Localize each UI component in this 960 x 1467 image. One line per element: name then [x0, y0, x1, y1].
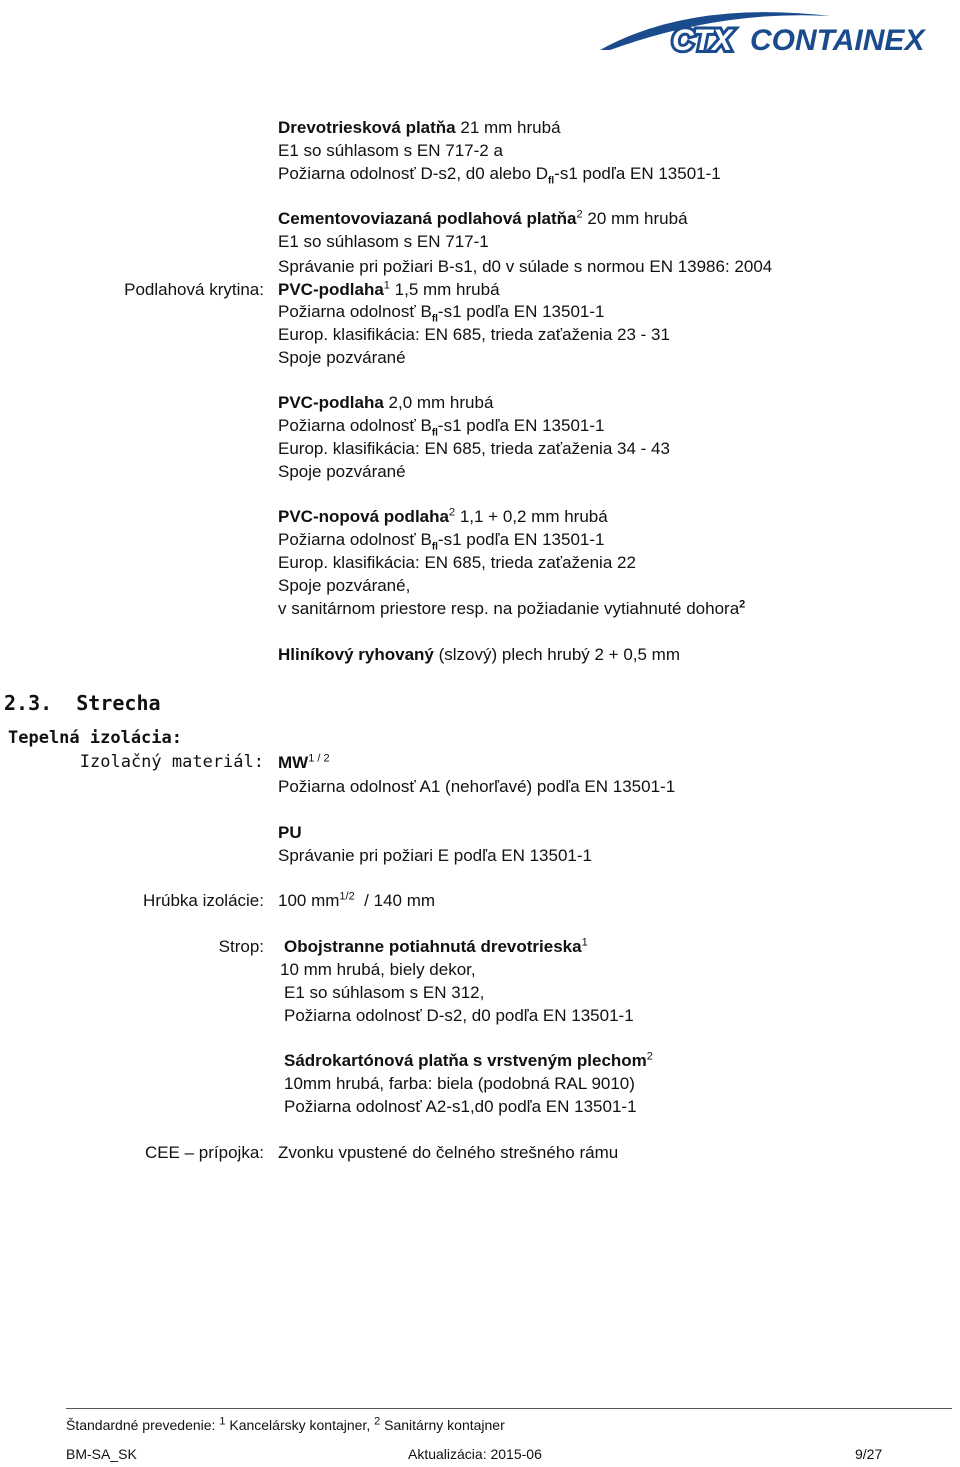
floor-pvc20-title: PVC-podlaha 2,0 mm hrubá [278, 393, 494, 412]
cee-label: CEE – prípojka: [144, 1143, 264, 1162]
ceiling-plasterboard-line3: Požiarna odolnosť A2-s1,d0 podľa EN 13501-1 [284, 1097, 637, 1116]
floor-nop-line4: Spoje pozvárané, [278, 576, 411, 595]
footer-doc-id: BM-SA_SK [66, 1446, 137, 1462]
section-heading: 2.3. Strecha [4, 691, 161, 715]
floor-pvc15-line2: Požiarna odolnosť $B_{fl}-s1$ podľa EN 13501-1 [278, 302, 605, 325]
insulation-mw-title: $MW^{1 / 2}$ [278, 752, 330, 772]
floor-nop-line2: Požiarna odolnosť $B_{fl}-s1$ podľa EN 13501-1 [278, 530, 605, 553]
ceiling-chipboard-title: Obojstranne potiahnutá drevotrieska$^1$ [284, 936, 588, 956]
ceiling-chipboard-line3: E1 so súhlasom s EN 312, [284, 983, 485, 1002]
insulation-thickness-value: 100 $mm^{1/2} / 140$ mm [278, 890, 436, 910]
floor-pvc20-line4: Spoje pozvárané [278, 462, 406, 481]
floor-nop-line5: v sanitárnom priestore resp. na požiadanie vytiahnuté dohora$^2$ [278, 598, 746, 618]
insulation-pu-line2: Správanie pri požiari E podľa EN 13501-1 [278, 846, 592, 865]
floor-pvc15-line4: Spoje pozvárané [278, 348, 406, 367]
logo-containex-text: CONTAINEX [750, 24, 925, 57]
containex-logo [570, 10, 942, 62]
ceiling-label: Strop: [218, 937, 264, 956]
insulation-heading: Tepelná izolácia: [8, 728, 182, 748]
insulation-pu-title: PU [278, 823, 302, 842]
floor-cement-line3: Správanie pri požiari B-s1, d0 v súlade s normou EN 13986: 2004 [278, 257, 773, 276]
logo-ctx-text: CTX [672, 24, 732, 57]
floor-nop-line3: Europ. klasifikácia: EN 685, trieda zaťaženia 22 [278, 553, 636, 572]
floor-chipboard-title: Drevotriesková platňa 21 mm hrubá [278, 118, 561, 137]
floor-cement-title: Cementovoviazaná podlahová platňa$^2$ 20 mm hrubá [278, 208, 688, 228]
floor-chipboard-line3: Požiarna odolnosť D-s2, d0 alebo $D_{fl}-s1$ podľa EN 13501-1 [278, 164, 721, 187]
floor-cement-line2: E1 so súhlasom s EN 717-1 [278, 232, 489, 251]
floor-label: Podlahová krytina: [124, 280, 264, 299]
insulation-mw-line2: Požiarna odolnosť A1 (nehorľavé) podľa EN 13501-1 [278, 777, 676, 796]
floor-pvc15-title: PVC-podlaha$^1$ 1,5 mm hrubá [278, 279, 500, 299]
floor-chipboard-line2: E1 so súhlasom s EN 717-2 a [278, 141, 503, 160]
floor-pvc20-line2: Požiarna odolnosť $B_{fl}-s1$ podľa EN 13501-1 [278, 416, 605, 439]
ceiling-chipboard-line2: 10 mm hrubá, biely dekor, [280, 960, 476, 979]
ceiling-plasterboard-line2: 10mm hrubá, farba: biela (podobná RAL 9010) [284, 1074, 635, 1093]
footer-standard-note: Štandardné prevedenie: $^1$ Kancelársky kontajner, $^2$ Sanitárny kontajner [66, 1415, 505, 1433]
insulation-material-label: Izolačný materiál: [79, 752, 264, 772]
footer-page-number: 9/27 [855, 1446, 883, 1462]
floor-aluminium-title: Hliníkový ryhovaný (slzový) plech hrubý 2 + 0,5 mm [278, 645, 681, 664]
insulation-thickness-label: Hrúbka izolácie: [143, 891, 264, 910]
floor-nop-title: PVC-nopová podlaha$^2$ 1,1 + 0,2 mm hrubá [278, 506, 608, 526]
floor-pvc20-line3: Europ. klasifikácia: EN 685, trieda zaťaženia 34 - 43 [278, 439, 670, 458]
ceiling-plasterboard-title: Sádrokartónová platňa s vrstveným plechom$^2$ [284, 1050, 653, 1070]
cee-value: Zvonku vpustené do čelného strešného rámu [278, 1143, 619, 1162]
footer-divider [66, 1408, 952, 1409]
floor-pvc15-line3: Europ. klasifikácia: EN 685, trieda zaťaženia 23 - 31 [278, 325, 670, 344]
ceiling-chipboard-line4: Požiarna odolnosť D-s2, d0 podľa EN 13501-1 [284, 1006, 634, 1025]
footer-update: Aktualizácia: 2015-06 [408, 1446, 542, 1462]
